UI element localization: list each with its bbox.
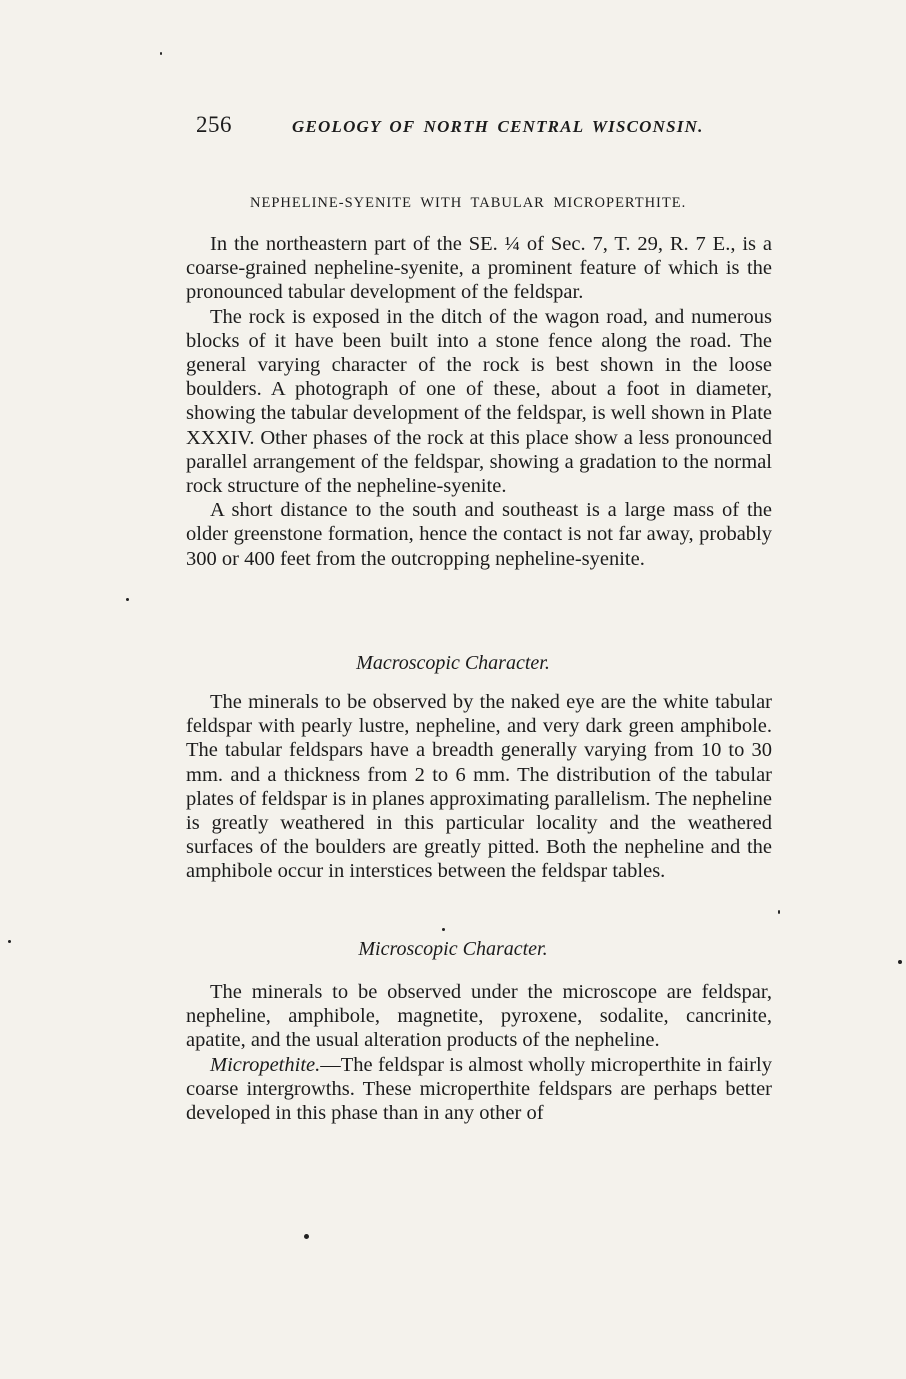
macroscopic-paragraph: The minerals to be observed by the naked eye are the white tabular feldspar with pearly lustre, nepheline, and very dark green amphibole. The tabular feldspars have a breadth generally varying from 10 to 30 mm. and a thickness from 2 to 6 mm. The distribution of the tabular plates of feldspar is in planes approximating parallelism. The nepheline is greatly weathered in this particular locality and the weathered surfaces of the boulders are greatly pitted. Both the nepheline and the amphibole occur in interstices between the feldspar tables. — [186, 691, 772, 883]
page-number: 256 — [196, 112, 232, 137]
section-title: NEPHELINE-SYENITE WITH TABULAR MICROPERTHITE. — [250, 195, 687, 211]
macroscopic-heading: Macroscopic Character. — [356, 652, 550, 674]
micropethite-text: —The feldspar is almost wholly microperthite in fairly coarse intergrowths. These microperthite feldspars are perhaps better developed in this phase than in any other of — [186, 1053, 772, 1125]
microscopic-text — [186, 980, 772, 1125]
intro-paragraph-3: A short distance to the south and southeast is a large mass of the older greenstone formation, hence the contact is not far away, probably 300 or 400 feet from the outcropping nepheline-syenite. — [186, 499, 772, 570]
macroscopic-text — [186, 690, 772, 884]
running-head: GEOLOGY OF NORTH CENTRAL WISCONSIN. — [292, 117, 704, 136]
intro-text — [186, 232, 772, 571]
microscopic-paragraph: The minerals to be observed under the microscope are feldspar, nepheline, amphibole, magnetite, pyroxene, sodalite, cancrinite, apatite, and the usual alteration products of the nepheline. — [186, 981, 772, 1052]
micropethite-label: Micropethite. — [210, 1053, 321, 1076]
micropethite-paragraph — [186, 1053, 772, 1126]
page-header — [196, 112, 756, 138]
microscopic-heading: Microscopic Character. — [358, 938, 548, 960]
intro-paragraph-1: In the northeastern part of the SE. ¼ of Sec. 7, T. 29, R. 7 E., is a coarse-grained nepheline-syenite, a prominent feature of which is the pronounced tabular development of the feldspar. — [186, 233, 772, 304]
intro-paragraph-2: The rock is exposed in the ditch of the wagon road, and numerous blocks of it have been built into a stone fence along the road. The general varying character of the rock is best shown in the loose boulders. A photograph of one of these, about a foot in diameter, showing the tabular development of the feldspar, is well shown in Plate XXXIV. Other phases of the rock at this place show a less pronounced parallel arrangement of the feldspar, showing a gradation to the normal rock structure of the nepheline-syenite. — [186, 305, 772, 498]
